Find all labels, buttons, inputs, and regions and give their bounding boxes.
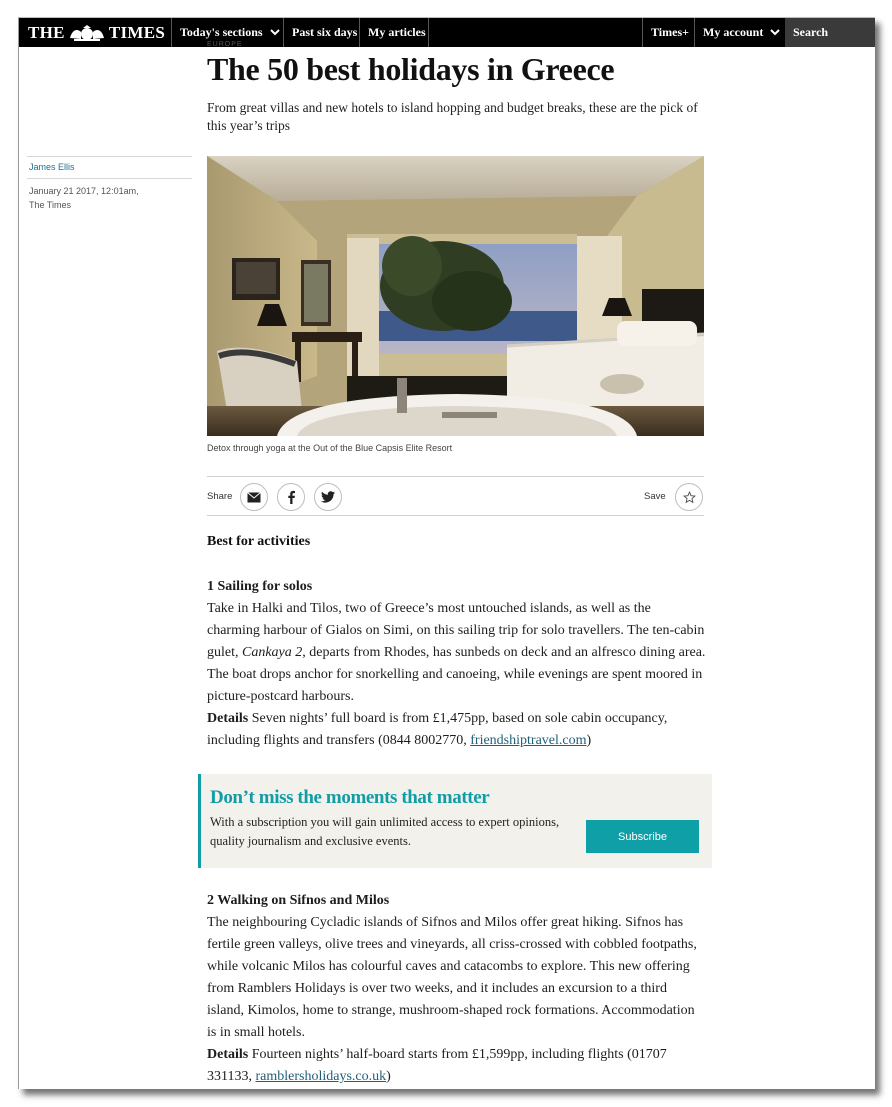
item-text-continued: , departs from Rhodes, has sunbeds on deck and an alfresco dining area. The boat drops anchor for snorkelling and canoeing, while evenings are spent moored in picture-postcard harbours. (207, 645, 706, 704)
nav-search-label: Search (793, 25, 829, 39)
nav-past-six-days-label: Past six days (292, 25, 358, 39)
section-heading: Best for activities (207, 534, 311, 549)
royal-crest-icon (68, 24, 106, 42)
nav-todays-sections-label: Today's sections (180, 25, 263, 39)
details-label: Details (207, 1047, 249, 1062)
share-bar-bottom-rule (207, 515, 704, 516)
nav-my-articles-label: My articles (368, 25, 426, 39)
section-kicker[interactable]: EUROPE (207, 41, 243, 48)
share-label: Share (207, 491, 233, 502)
article-dateline (29, 184, 139, 212)
author-link[interactable]: James Ellis (29, 162, 75, 172)
times-logo[interactable] (28, 22, 165, 44)
nav-my-articles[interactable] (359, 18, 429, 47)
details-end: ) (386, 1069, 391, 1084)
article-standfirst: From great villas and new hotels to island hopping and budget breaks, these are the pick of this year’s trips (207, 100, 698, 133)
details-label: Details (207, 711, 249, 726)
nav-search-button[interactable] (785, 18, 875, 47)
item-text: The neighbouring Cycladic islands of Sifnos and Milos offer great hiking. Sifnos has fertile green valleys, olive trees and vineyards, all criss-crossed with cobbled footpaths, while volcanic Milos has colourful caves and catacombs to explore. This new offering from Ramblers Holidays is over two weeks, and it includes an excursion to a third island, Kimolos, home to strange, mushroom-shaped rock formations. Accommodation is in small hotels. (207, 915, 697, 1040)
nav-my-account-label: My account (703, 25, 764, 39)
item-heading: 1 Sailing for solos (207, 579, 313, 594)
item-text: Take in Halki and Tilos, two of Greece’s most untouched islands, as well as the charming harbour of Gialos on Simi, on this sailing trip for solo travellers. The ten-cabin gulet, (207, 601, 705, 660)
share-twitter-button[interactable] (314, 483, 342, 511)
nav-my-account[interactable] (694, 18, 785, 47)
ramblersholidays-link[interactable]: ramblersholidays.co.uk (255, 1069, 387, 1084)
top-nav (19, 18, 875, 47)
nav-times-plus[interactable] (642, 18, 694, 47)
publication-name: The Times (29, 200, 72, 210)
share-facebook-button[interactable] (277, 483, 305, 511)
byline-divider (27, 178, 192, 179)
chevron-down-icon (770, 27, 780, 37)
image-caption: Detox through yoga at the Out of the Blue Capsis Elite Resort (207, 443, 453, 453)
share-email-button[interactable] (240, 483, 268, 511)
holiday-item-2 (207, 890, 707, 1088)
logo-word-times: TIMES (108, 23, 166, 42)
subscribe-button[interactable]: Subscribe (586, 820, 699, 853)
nav-past-six-days[interactable] (283, 18, 359, 47)
logo-word-the: THE (28, 23, 65, 42)
chevron-down-icon (270, 27, 280, 37)
subscription-promo (198, 774, 712, 868)
save-label: Save (644, 491, 666, 502)
holiday-item-1 (207, 576, 707, 752)
star-icon (683, 491, 696, 504)
details-end: ) (586, 733, 592, 748)
envelope-icon (247, 492, 261, 503)
hero-image (207, 156, 704, 436)
details-text: Fourteen nights’ half-board starts from £1,599pp, including flights (01707 331133, (207, 1047, 667, 1084)
boat-name: Cankaya 2 (242, 645, 303, 660)
publish-date: January 21 2017, 12:01am, (29, 186, 139, 196)
friendshiptravel-link[interactable]: friendshiptravel.com (470, 733, 587, 748)
share-bar-top-rule (207, 476, 704, 477)
twitter-icon (321, 491, 335, 503)
byline-divider (27, 156, 192, 157)
facebook-icon (286, 490, 296, 504)
hotel-room-illustration (207, 156, 704, 436)
page-frame (18, 17, 875, 1089)
save-article-button[interactable] (675, 483, 703, 511)
details-text: Seven nights’ full board is from £1,475pp, based on sole cabin occupancy, including flights and transfers (0844 8002770, (207, 711, 668, 748)
nav-times-plus-label: Times+ (651, 25, 689, 39)
item-heading: 2 Walking on Sifnos and Milos (207, 893, 390, 908)
promo-heading: Don’t miss the moments that matter (210, 787, 490, 808)
promo-text: With a subscription you will gain unlimited access to expert opinions, quality journalism and exclusive events. (210, 815, 560, 848)
article-title: The 50 best holidays in Greece (207, 51, 615, 87)
